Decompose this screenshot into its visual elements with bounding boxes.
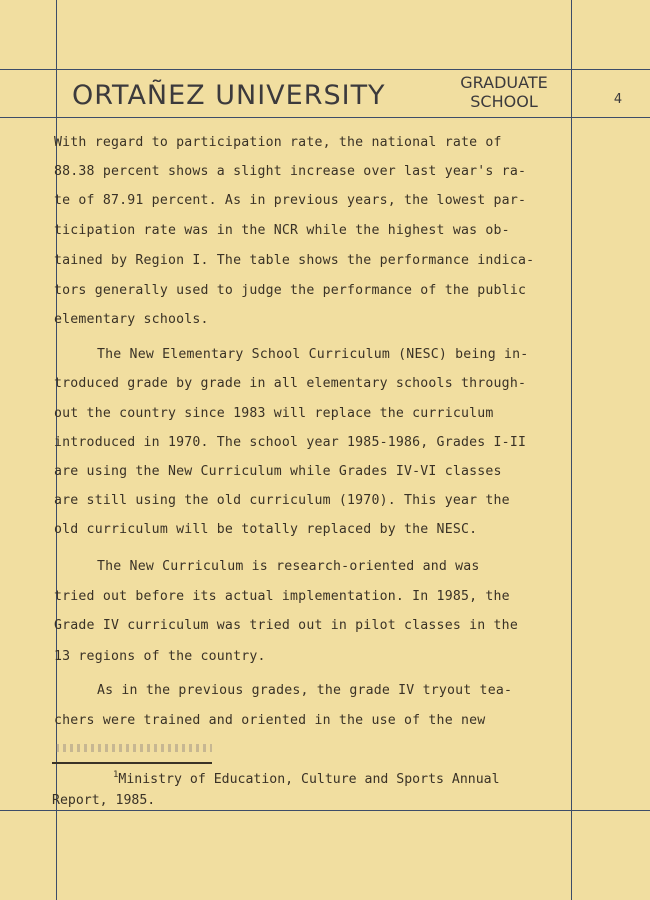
text-line: are using the New Curriculum while Grades IV-VI classes: [54, 464, 502, 479]
bottom-header-rule: [0, 117, 650, 118]
school-label: SCHOOL: [470, 92, 538, 111]
text-line: old curriculum will be totally replaced by the NESC.: [54, 522, 478, 537]
footnote-marker: 1: [113, 770, 119, 780]
faint-bleedthrough-marks: [56, 744, 212, 752]
graduate-label: GRADUATE: [460, 73, 548, 92]
page-number: 4: [613, 92, 623, 107]
right-margin-rule: [571, 0, 572, 900]
footnote-text: [113, 771, 500, 790]
text-line: te of 87.91 percent. As in previous years, the lowest par-: [54, 193, 527, 208]
text-line: As in the previous grades, the grade IV tryout tea-: [97, 683, 513, 698]
text-line: tried out before its actual implementation. In 1985, the: [54, 589, 510, 604]
text-line: 88.38 percent shows a slight increase over last year's ra-: [54, 164, 527, 179]
text-line: are still using the old curriculum (1970). This year the: [54, 493, 510, 508]
text-line: troduced grade by grade in all elementary schools through-: [54, 376, 527, 391]
text-line: Grade IV curriculum was tried out in pilot classes in the: [54, 618, 518, 633]
footnote-line-2: Report, 1985.: [52, 793, 156, 808]
text-line: tained by Region I. The table shows the performance indica-: [54, 253, 535, 268]
text-line: elementary schools.: [54, 312, 209, 327]
text-line: introduced in 1970. The school year 1985-1986, Grades I-II: [54, 435, 527, 450]
text-line: ticipation rate was in the NCR while the highest was ob-: [54, 223, 510, 238]
university-name: ORTAÑEZ UNIVERSITY: [72, 80, 386, 111]
top-header-rule: [0, 69, 650, 70]
text-line: 13 regions of the country.: [54, 649, 266, 664]
footer-rule: [0, 810, 650, 811]
text-line: The New Curriculum is research-oriented and was: [97, 559, 480, 574]
footnote-line-1: Ministry of Education, Culture and Sports Annual: [118, 772, 500, 787]
text-line: tors generally used to judge the performance of the public: [54, 283, 527, 298]
footnote-divider: [52, 762, 212, 764]
graduate-school-label: [444, 73, 564, 111]
text-line: With regard to participation rate, the national rate of: [54, 135, 502, 150]
text-line: chers were trained and oriented in the use of the new: [54, 713, 486, 728]
text-line: out the country since 1983 will replace the curriculum: [54, 406, 494, 421]
text-line: The New Elementary School Curriculum (NESC) being in-: [97, 347, 529, 362]
